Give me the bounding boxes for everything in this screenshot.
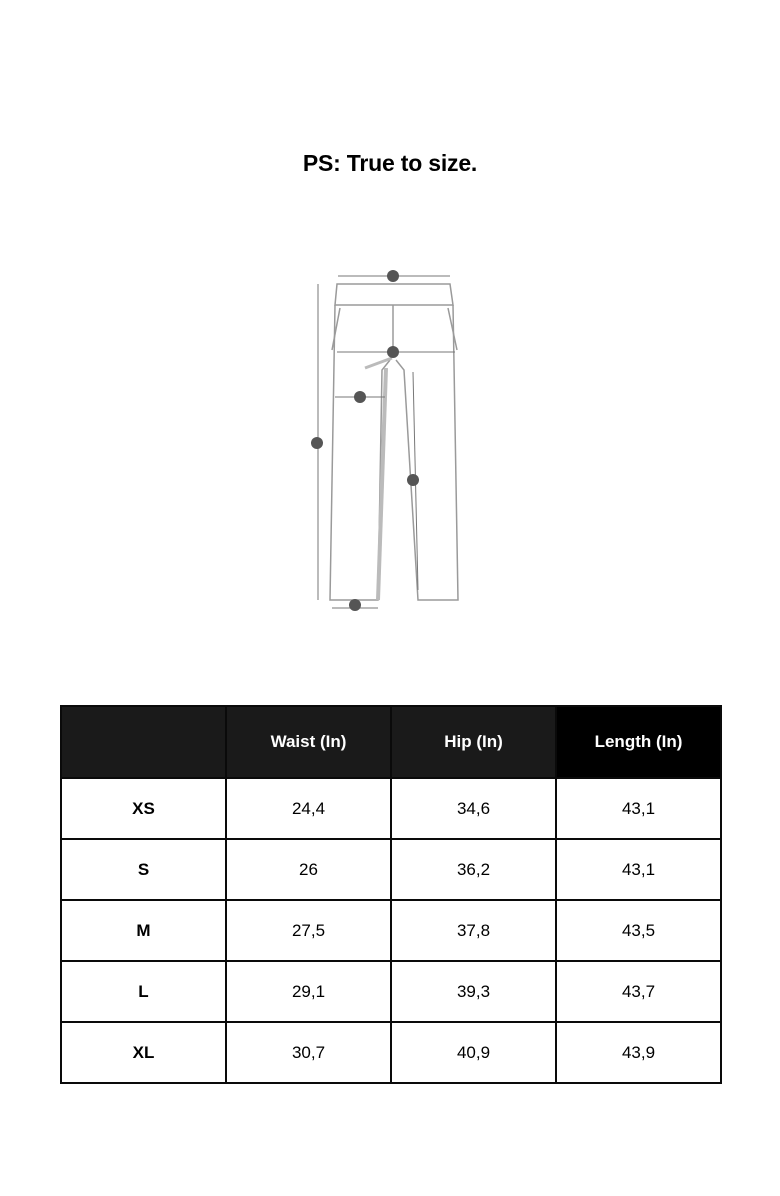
pants-measurement-diagram	[300, 260, 480, 620]
table-row	[61, 778, 721, 839]
length-cell: 43,7	[556, 961, 721, 1022]
length-cell: 43,9	[556, 1022, 721, 1083]
waist-cell: 24,4	[226, 778, 391, 839]
header-waist: Waist (In)	[226, 706, 391, 778]
hip-cell: 40,9	[391, 1022, 556, 1083]
waist-cell: 29,1	[226, 961, 391, 1022]
header-hip: Hip (In)	[391, 706, 556, 778]
length-cell: 43,1	[556, 778, 721, 839]
table-row	[61, 839, 721, 900]
marker-6-icon	[311, 437, 323, 449]
size-cell: M	[61, 900, 226, 961]
size-cell: L	[61, 961, 226, 1022]
waist-cell: 27,5	[226, 900, 391, 961]
header-length: Length (In)	[556, 706, 721, 778]
size-cell: S	[61, 839, 226, 900]
hip-cell: 34,6	[391, 778, 556, 839]
waist-cell: 26	[226, 839, 391, 900]
header-size	[61, 706, 226, 778]
size-cell: XL	[61, 1022, 226, 1083]
waist-cell: 30,7	[226, 1022, 391, 1083]
marker-5-icon	[407, 474, 419, 486]
table-row	[61, 900, 721, 961]
table-header-row	[61, 706, 721, 778]
page-title: PS: True to size.	[302, 150, 478, 176]
marker-2-icon	[387, 346, 399, 358]
marker-3-icon	[354, 391, 366, 403]
marker-4-icon	[349, 599, 361, 611]
hip-cell: 39,3	[391, 961, 556, 1022]
size-cell: XS	[61, 778, 226, 839]
hip-cell: 36,2	[391, 839, 556, 900]
size-chart-table	[60, 705, 722, 1084]
table-row	[61, 961, 721, 1022]
hip-cell: 37,8	[391, 900, 556, 961]
marker-1-icon	[387, 270, 399, 282]
table-row	[61, 1022, 721, 1083]
length-cell: 43,1	[556, 839, 721, 900]
length-cell: 43,5	[556, 900, 721, 961]
